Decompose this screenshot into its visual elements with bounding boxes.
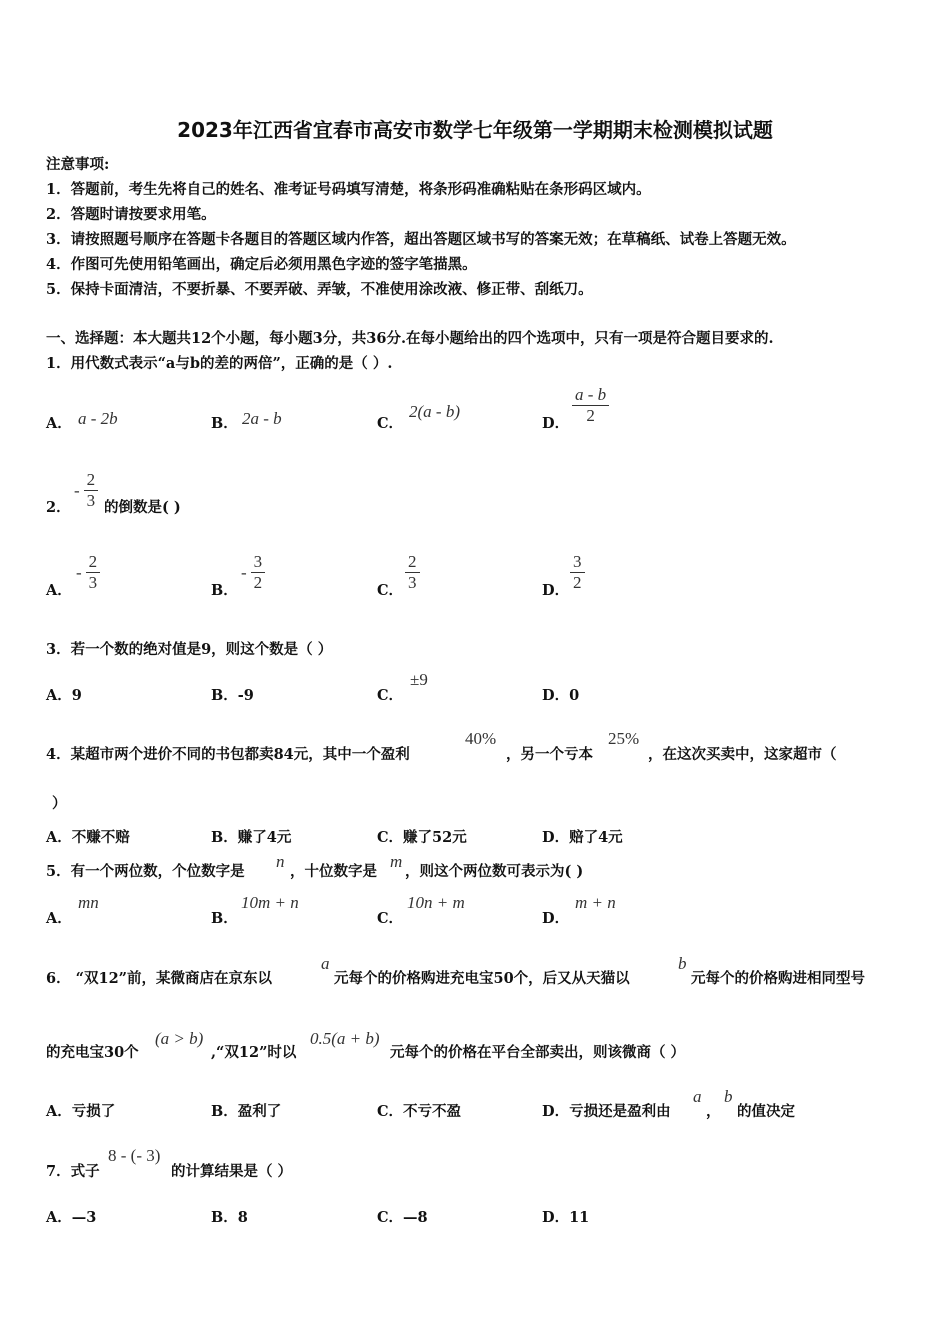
question-4-stem-cont: ） <box>52 795 67 812</box>
q1-option-a-math: a - 2b <box>78 409 118 428</box>
question-5-var-m: m <box>390 852 403 871</box>
notice-item: 3．请按照题号顺序在答题卡各题目的答题区域内作答，超出答题区域书写的答案无效；在草稿纸、试卷上答题无效。 <box>46 231 796 248</box>
question-7-expression: 8 - (- 3) <box>108 1146 161 1165</box>
q3-option-d: D．0 <box>542 687 580 704</box>
question-5-stem-part2: ，十位数字是 <box>290 863 377 880</box>
fraction-numerator: 2 <box>408 552 417 571</box>
minus-sign: - <box>76 562 82 582</box>
q1-option-d-label: D． <box>542 415 570 432</box>
notice-heading: 注意事项: <box>46 156 110 173</box>
q7-option-a: A．—3 <box>46 1209 97 1226</box>
fraction-numerator: a - b <box>575 385 607 404</box>
question-2-stem: 的倒数是( ) <box>104 499 181 516</box>
question-4-stem-part2: ，另一个亏本 <box>506 746 593 763</box>
q4-option-d: D．赔了4元 <box>542 829 623 846</box>
minus-sign: - <box>74 480 80 500</box>
question-6-line2-mid: ,“双12”时以 <box>211 1044 297 1061</box>
question-6-stem-part2: 元每个的价格购进充电宝50个，后又从天猫以 <box>334 970 630 987</box>
q1-option-b-label: B． <box>211 415 238 432</box>
question-5-stem-part3: ，则这个两位数可表示为( ) <box>405 863 584 880</box>
fraction-denominator: 2 <box>586 406 595 425</box>
q6-option-b: B．盈利了 <box>211 1103 282 1120</box>
question-6-stem-part3: 元每个的价格购进相同型号 <box>691 970 865 987</box>
question-6-var-b: b <box>678 954 687 973</box>
question-6-line2-start: 的充电宝30个 <box>46 1044 139 1061</box>
question-5-stem-part1: 5．有一个两位数，个位数字是 <box>46 863 245 880</box>
q2-option-d-label: D． <box>542 582 570 599</box>
question-6-line2-end: 元每个的价格在平台全部卖出，则该微商（ ） <box>390 1044 686 1061</box>
question-2-fraction <box>74 470 98 511</box>
q6-option-d-sep: ， <box>706 1103 721 1120</box>
q7-option-b: B．8 <box>211 1209 248 1226</box>
fraction-numerator: 2 <box>88 552 98 571</box>
question-1-stem: 1．用代数式表示“a与b的差的两倍”，正确的是（ ）. <box>46 355 393 372</box>
question-6-condition: (a > b) <box>155 1029 204 1048</box>
fraction-numerator: 3 <box>253 552 263 571</box>
question-5-var-n: n <box>276 852 285 871</box>
q2-option-a-fraction <box>76 552 100 593</box>
q5-option-d-label: D． <box>542 910 570 927</box>
question-7-stem-part1: 7．式子 <box>46 1163 100 1180</box>
q1-option-b-math: 2a - b <box>242 409 282 428</box>
q5-option-c-label: C． <box>377 910 404 927</box>
q2-option-c-fraction <box>405 552 420 593</box>
q5-option-a-label: A． <box>46 910 72 927</box>
q3-option-b: B．-9 <box>211 687 254 704</box>
q2-option-d-fraction <box>570 552 585 593</box>
q6-option-d-var-a: a <box>693 1087 702 1106</box>
q1-option-c-math: 2(a - b) <box>409 402 460 421</box>
question-6-price: 0.5(a + b) <box>310 1029 380 1048</box>
q1-option-a-label: A． <box>46 415 72 432</box>
fraction-numerator: 2 <box>86 470 96 489</box>
notice-item: 4．作图可先使用铅笔画出，确定后必须用黑色字迹的签字笔描黑。 <box>46 256 477 273</box>
question-3-stem: 3．若一个数的绝对值是9，则这个数是（ ） <box>46 641 333 658</box>
q2-option-b-fraction <box>241 552 265 593</box>
q5-option-b-label: B． <box>211 910 238 927</box>
question-6-var-a: a <box>321 954 330 973</box>
fraction-denominator: 3 <box>86 491 96 510</box>
q3-option-a: A．9 <box>46 687 82 704</box>
fraction-denominator: 2 <box>573 573 582 592</box>
q7-option-c: C．—8 <box>377 1209 428 1226</box>
q4-option-a: A．不赚不赔 <box>46 829 130 846</box>
q4-option-b: B．赚了4元 <box>211 829 292 846</box>
fraction-denominator: 3 <box>408 573 417 592</box>
page-title: 2023年江西省宜春市高安市数学七年级第一学期期末检测模拟试题 <box>177 118 773 142</box>
q6-option-d-start: D．亏损还是盈利由 <box>542 1103 671 1120</box>
fraction-denominator: 3 <box>88 573 98 592</box>
fraction-numerator: 3 <box>573 552 582 571</box>
q4-option-c: C．赚了52元 <box>377 829 467 846</box>
q5-option-b-math: 10m + n <box>241 893 299 912</box>
q2-option-b-label: B． <box>211 582 238 599</box>
q2-option-a-label: A． <box>46 582 72 599</box>
section-heading: 一、选择题：本大题共12个小题，每小题3分，共36分.在每小题给出的四个选项中，只有一项是符合题目要求的. <box>46 330 774 347</box>
notice-item: 2．答题时请按要求用笔。 <box>46 206 216 223</box>
q3-option-c-math: ±9 <box>410 670 428 689</box>
q5-option-c-math: 10n + m <box>407 893 465 912</box>
question-4-percent-2: 25% <box>608 729 640 748</box>
q3-option-c-label: C． <box>377 687 404 704</box>
question-6-stem-part1: 6． “双12”前，某微商店在京东以 <box>46 970 272 987</box>
question-4-stem-part3: ，在这次买卖中，这家超市（ <box>648 746 837 763</box>
fraction-denominator: 2 <box>253 573 263 592</box>
q2-option-c-label: C． <box>377 582 404 599</box>
q5-option-a-math: mn <box>78 893 99 912</box>
minus-sign: - <box>241 562 247 582</box>
q7-option-d: D．11 <box>542 1209 590 1226</box>
q1-option-d-fraction <box>572 385 609 426</box>
q6-option-c: C．不亏不盈 <box>377 1103 462 1120</box>
q6-option-d-var-b: b <box>724 1087 733 1106</box>
notice-item: 5．保持卡面清洁，不要折暴、不要弄破、弄皱，不准使用涂改液、修正带、刮纸刀。 <box>46 281 593 298</box>
q6-option-a: A．亏损了 <box>46 1103 116 1120</box>
question-7-stem-part2: 的计算结果是（ ） <box>171 1163 293 1180</box>
q5-option-d-math: m + n <box>575 893 616 912</box>
question-4-percent-1: 40% <box>465 729 497 748</box>
q6-option-d-end: 的值决定 <box>737 1103 795 1120</box>
q1-option-c-label: C． <box>377 415 404 432</box>
question-4-stem-part1: 4．某超市两个进价不同的书包都卖84元，其中一个盈利 <box>46 746 410 763</box>
question-2-number: 2． <box>46 499 71 516</box>
notice-item: 1．答题前，考生先将自己的姓名、准考证号码填写清楚，将条形码准确粘贴在条形码区域内。 <box>46 181 651 198</box>
